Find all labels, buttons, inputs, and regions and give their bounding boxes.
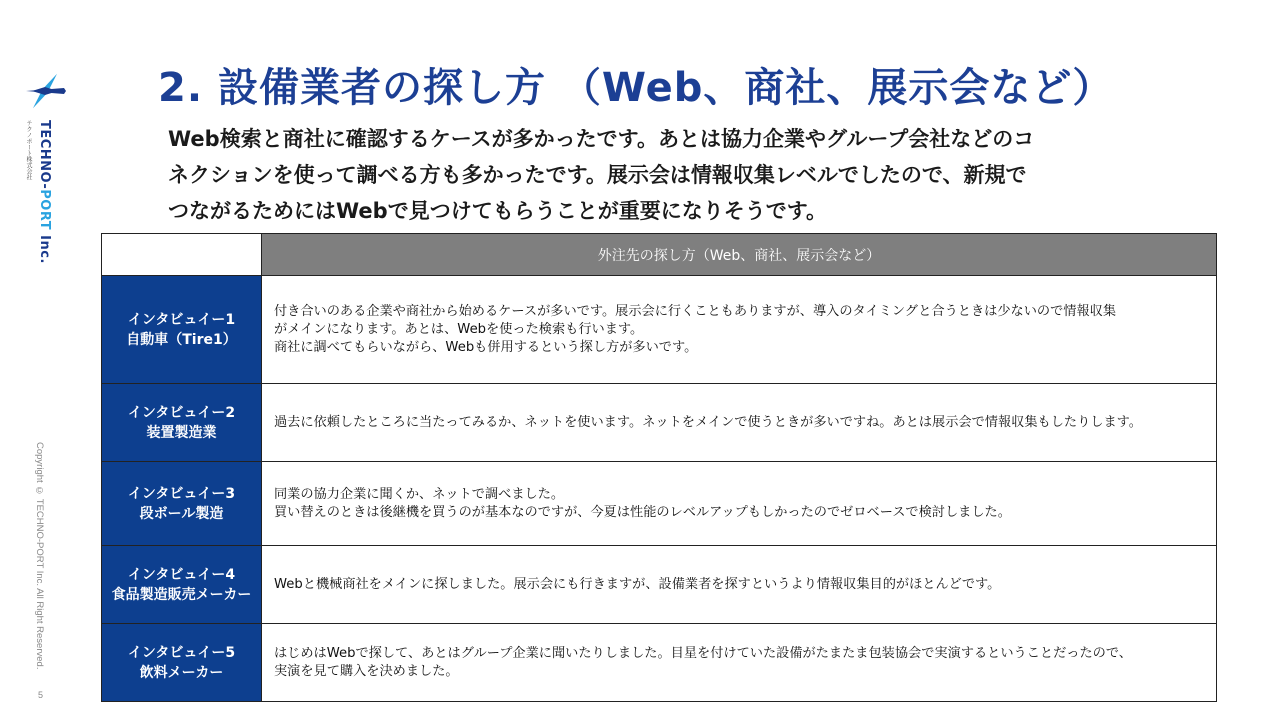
lead-line: ネクションを使って調べる方も多かったです。展示会は情報収集レベルでしたので、新規で (168, 163, 1027, 187)
page-number: 5 (38, 690, 44, 700)
row-text: Webと機械商社をメインに探しました。展示会にも行きますが、設備業者を探すというより情報収集目的がほとんどです。 (262, 546, 1217, 624)
brand-name: TECHNO-PORT Inc. (37, 120, 52, 264)
table-header-row (102, 234, 1217, 276)
row-text: 過去に依頼したところに当たってみるか、ネットを使います。ネットをメインで使うときが多いですね。あとは展示会で情報収集もしたりします。 (262, 384, 1217, 462)
brand-strip (0, 0, 80, 720)
table-corner-cell (102, 234, 262, 276)
row-label: インタビュイー2 装置製造業 (102, 384, 262, 462)
table-row (102, 546, 1217, 624)
row-label: インタビュイー4 食品製造販売メーカー (102, 546, 262, 624)
slide-title: 2. 設備業者の探し方 （Web、商社、展示会など） (158, 65, 1114, 111)
lead-paragraph (168, 121, 1198, 229)
copyright-text: Copyright © TECHNO-PORT Inc. All Right Reserved. (34, 442, 45, 670)
table-header: 外注先の探し方（Web、商社、展示会など） (262, 234, 1217, 276)
row-text: はじめはWebで探して、あとはグループ企業に聞いたりしました。目星を付けていた設備がたまたま包装協会で実演するということだったので、 実演を見て購入を決めました。 (262, 624, 1217, 702)
lead-line: つながるためにはWebで見つけてもらうことが重要になりそうです。 (168, 199, 828, 223)
row-label: インタビュイー3 段ボール製造 (102, 462, 262, 546)
lead-line: Web検索と商社に確認するケースが多かったです。あとは協力企業やグループ会社などのコ (168, 127, 1035, 151)
row-text: 同業の協力企業に聞くか、ネットで調べました。 買い替えのときは後継機を買うのが基本なのですが、今夏は性能のレベルアップもしかったのでゼロベースで検討しました。 (262, 462, 1217, 546)
table-row (102, 276, 1217, 384)
interview-table (101, 233, 1217, 702)
table-row (102, 462, 1217, 546)
table-row (102, 624, 1217, 702)
row-text: 付き合いのある企業や商社から始めるケースが多いです。展示会に行くこともありますが、導入のタイミングと合うときは少ないので情報収集 がメインになります。あとは、Webを使った検索も行います。 商社に調べてもらいながら、Webも併用するという探し方が多いです。 (262, 276, 1217, 384)
table-row (102, 384, 1217, 462)
row-label: インタビュイー1 自動車（Tire1） (102, 276, 262, 384)
techno-port-logo-icon (22, 68, 68, 114)
brand-subtitle: テクノポート株式会社 (25, 120, 32, 180)
row-label: インタビュイー5 飲料メーカー (102, 624, 262, 702)
